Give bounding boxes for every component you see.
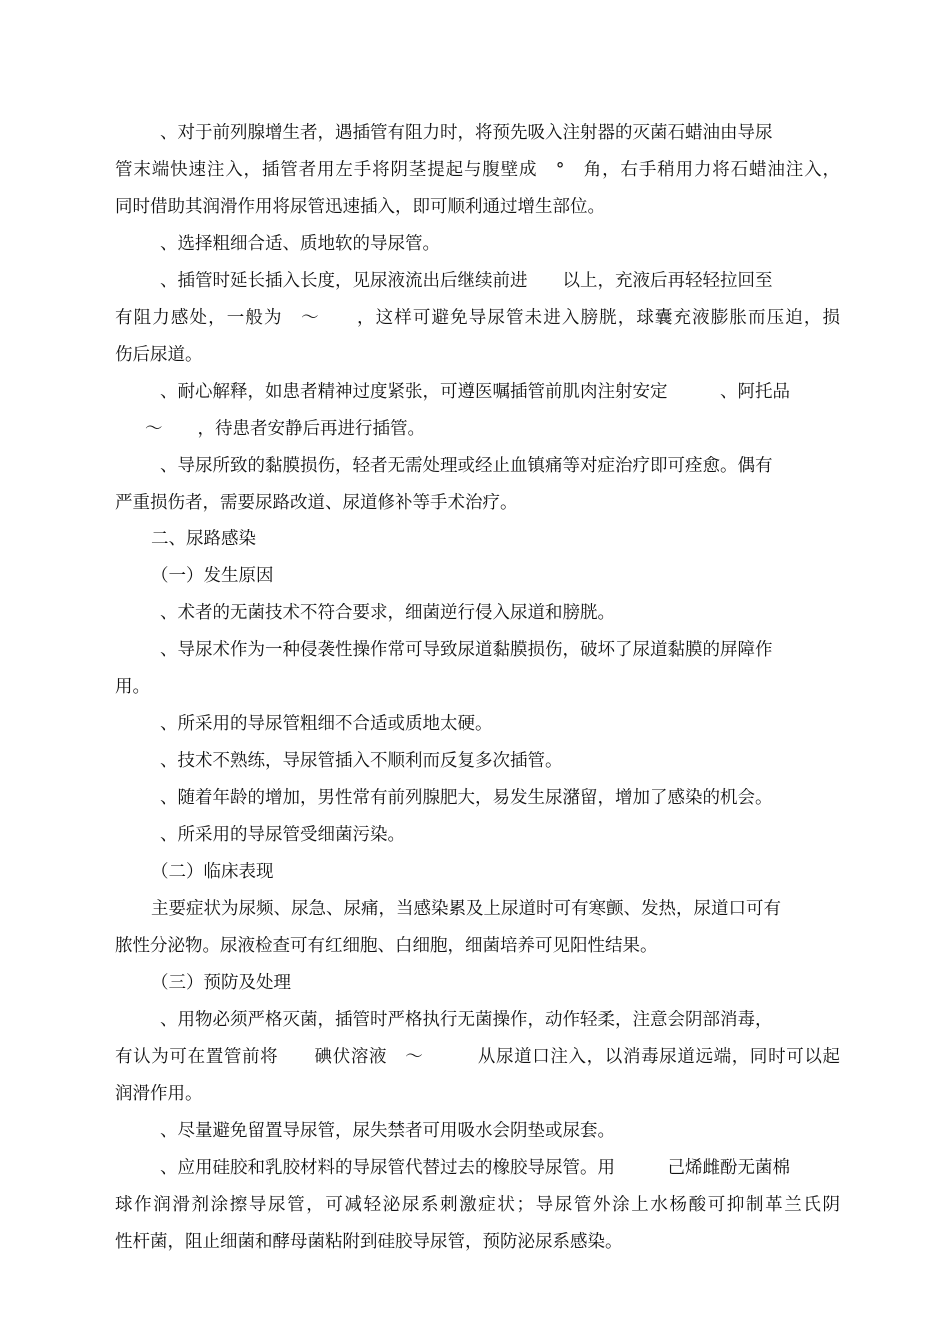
paragraph-line: 管末端快速注入，插管者用左手将阴茎提起与腹壁成 ° 角，右手稍用力将石蜡油注入， <box>115 160 840 180</box>
paragraph-line: 性杆菌，阻止细菌和酵母菌粘附到硅胶导尿管，预防泌尿系感染。 <box>115 1232 623 1252</box>
paragraph-line: 、导尿术作为一种侵袭性操作常可导致尿道黏膜损伤，破坏了尿道黏膜的屏障作 <box>160 640 773 660</box>
paragraph-line: 主要症状为尿频、尿急、尿痛，当感染累及上尿道时可有寒颤、发热，尿道口可有 <box>151 899 781 919</box>
paragraph-line: 伤后尿道。 <box>115 345 203 365</box>
paragraph-line: 严重损伤者，需要尿路改道、尿道修补等手术治疗。 <box>115 493 518 513</box>
paragraph-line: 脓性分泌物。尿液检查可有红细胞、白细胞，细菌培养可见阳性结果。 <box>115 936 658 956</box>
paragraph-line: 、术者的无菌技术不符合要求，细菌逆行侵入尿道和膀胱。 <box>160 603 615 623</box>
paragraph-line: 、随着年龄的增加，男性常有前列腺肥大，易发生尿潴留，增加了感染的机会。 <box>160 788 773 808</box>
section-heading: 二、尿路感染 <box>151 529 256 549</box>
paragraph-line: 球作润滑剂涂擦导尿管，可减轻泌尿系刺激症状；导尿管外涂上水杨酸可抑制革兰氏阴 <box>115 1195 840 1215</box>
paragraph-line: 、所采用的导尿管受细菌污染。 <box>160 825 405 845</box>
subsection-heading: （二）临床表现 <box>151 862 274 882</box>
paragraph-line: 用。 <box>115 677 150 697</box>
paragraph-line: 、所采用的导尿管粗细不合适或质地太硬。 <box>160 714 493 734</box>
paragraph-line: 、插管时延长插入长度，见尿液流出后继续前进 以上，充液后再轻轻拉回至 <box>160 271 773 291</box>
paragraph-line: 、用物必须严格灭菌，插管时严格执行无菌操作，动作轻柔，注意会阴部消毒， <box>160 1010 773 1030</box>
paragraph-line: 、选择粗细合适、质地软的导尿管。 <box>160 234 440 254</box>
paragraph-line: 、技术不熟练，导尿管插入不顺利而反复多次插管。 <box>160 751 563 771</box>
paragraph-line: 、尽量避免留置导尿管，尿失禁者可用吸水会阴垫或尿套。 <box>160 1121 615 1141</box>
paragraph-line: 润滑作用。 <box>115 1084 203 1104</box>
paragraph-line: ～ ，待患者安静后再进行插管。 <box>145 419 425 439</box>
paragraph-line: 同时借助其润滑作用将尿管迅速插入，即可顺利通过增生部位。 <box>115 197 605 217</box>
paragraph-line: 有阻力感处，一般为 ～ ，这样可避免导尿管未进入膀胱，球囊充液膨胀而压迫，损 <box>115 308 840 328</box>
paragraph-line: 有认为可在置管前将 碘伏溶液 ～ 从尿道口注入，以消毒尿道远端，同时可以起 <box>115 1047 840 1067</box>
paragraph-line: 、导尿所致的黏膜损伤，轻者无需处理或经止血镇痛等对症治疗即可痊愈。偶有 <box>160 456 773 476</box>
subsection-heading: （一）发生原因 <box>151 566 274 586</box>
paragraph-line: 、耐心解释，如患者精神过度紧张，可遵医嘱插管前肌肉注射安定 、阿托品 <box>160 382 790 402</box>
paragraph-line: 、应用硅胶和乳胶材料的导尿管代替过去的橡胶导尿管。用 己烯雌酚无菌棉 <box>160 1158 790 1178</box>
paragraph-line: 、对于前列腺增生者，遇插管有阻力时，将预先吸入注射器的灭菌石蜡油由导尿 <box>160 123 773 143</box>
subsection-heading: （三）预防及处理 <box>151 973 291 993</box>
